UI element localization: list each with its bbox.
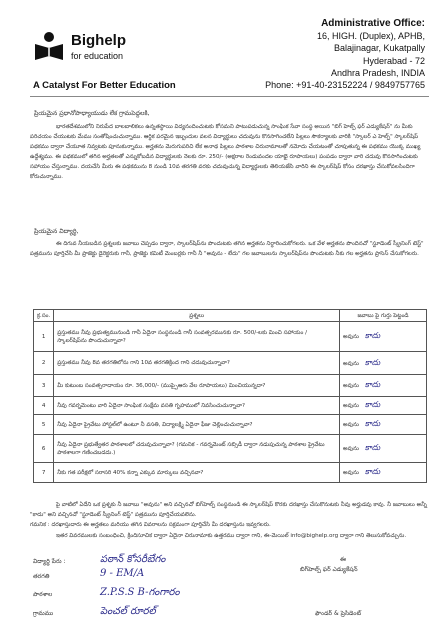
signature-mark: ఈ <box>340 556 346 563</box>
book-logo-icon <box>33 30 65 62</box>
student-name-value[interactable]: పఠాన్ కోసరీబేగం <box>100 554 166 565</box>
salutation-student: ప్రియమైన విద్యార్థి, <box>34 228 79 235</box>
eligibility-table <box>33 309 427 483</box>
question-text: నీవు ఏదైనా ప్రభుత్వేతర పాఠశాలలో చదువుచున్నావా? (గమనిక - గవర్నమెంట్ సబ్సిడీ ద్వారా నడుపుచున్న పాఠశాల ప్రైవేటు పాఠశాలగా గణించబడదు.) <box>54 435 340 463</box>
tagline: A Catalyst For Better Education <box>33 80 176 91</box>
village-label: గ్రామము <box>33 610 54 617</box>
option-yes: అవును <box>343 403 359 409</box>
row-number: 7 <box>34 463 54 483</box>
answer-cell[interactable] <box>340 415 427 435</box>
intro-paragraph: భారతదేశములోని నిరుపేద బాలబాలికలు ఉన్నతస్థాయి విద్యనందించుటకు కోసమని పాటుపడుచున్న సాంఘిక సేవా సంస్థ అయిన "బిగ్ హెల్ప్ ఫర్ ఎడ్యుకేషన్" ను మీకు పరిచయం చేయుటకు మేము సంతోషించుచున్నాము. ఆర్థిక పరమైన ఇబ్బందుల వలన విద్యార్థులు చదువును కొనసాగించలేని పిల్లలు సౌకర్యాలకు వారికి "స్కాలర్ ఎ హెల్ప్" స్కాలర్‌షిప్ పథకము ద్వారా చేయూత నివ్వటకు పూనుకున్నాము. అర్హతను మెరుగుపరిచి లేక అనాథ పిల్లలు పాఠశాల చిరునామాలతో నమోదు చేయటంతో చూపుతున్న ఈ పథకము యొక్క ముఖ్య ఉద్దేశ్యము. ఈ పథకములో తగిన అర్హతలతో ఎన్నుకోబడిన విద్యార్థులకు నెలకు రూ. 250/- (అక్షరాల రెండువందల యాభై రూపాయలు) పంపడం ద్వారా వారి చదువు కొనసాగించుటకు సహాయం చేస్తున్నాము. దయచేసి మీరు ఈ పథకమును 8 నుండి 10వ తరగతి వరకు చదువుచున్న విద్యార్థులకు తెలియజేసి వారిని ఈ స్కాలర్‌షిప్ కోసం దరఖాస్తు చేసుకోవలసిందిగా కోరుచున్నాము. <box>30 124 421 180</box>
option-yes: అవును <box>343 360 359 367</box>
office-address <box>235 18 425 91</box>
class-label: తరగతి <box>33 573 50 580</box>
question-text: నీవు గవర్నమెంటు వారి ఏదైనా సాంఘిక సంక్షేమ వసతి గృహములో నివసించుచున్నావా? <box>54 397 340 415</box>
answer-cell[interactable] <box>340 463 427 483</box>
salutation-headmaster: ప్రియమైన ప్రధానోపాధ్యాయుడు లేక గ్రామపెద్దలకి, <box>34 110 150 117</box>
answer-mark: కాదు <box>364 400 381 409</box>
answer-mark: కాదు <box>364 443 381 452</box>
option-yes: అవును <box>343 383 359 389</box>
instruction-paragraph: ఈ దిగువ నీయబడిన ప్రశ్నలకు జవాబు చెప్పడం ద్వారా, స్కాలర్‌షిప్‌ను పొందుటకు తగిన అర్హతను నిర్ధారించుకోగలరు. ఒక వేళ అర్హతను పొందినచో "స్టూడెంట్ స్క్రీనింగ్ టెస్ట్" పత్రమును పూర్తిచేసి మీ ప్రాజెక్టు డైరెక్టరుకు గానీ, ప్రాజెక్టు కమిటీ మెంబర్లకు గానీ నీ "అవును - లేదు" గల జవాబులను స్కాలర్‌షిప్‌ను పొందుటకు నీకు గల అర్హతను ప్రాసెస్ చేసుకోగలరు. <box>30 241 424 257</box>
option-yes: అవును <box>343 334 359 340</box>
village-value[interactable]: పెంచల్ రూరల్ <box>100 606 156 617</box>
table-header <box>34 310 427 322</box>
brand-name: Bighelp <box>71 32 126 49</box>
bighelp-logo <box>33 30 143 80</box>
option-yes: అవును <box>343 470 359 476</box>
brand-subtitle: for education <box>71 51 124 61</box>
answer-cell[interactable] <box>340 397 427 415</box>
signature-org: బిగ్‌హెల్ప్ ఫర్ ఎడ్యుకేషన్ <box>300 566 358 573</box>
school-label: పాఠశాల <box>33 591 53 598</box>
col-question: ప్రశ్నలు <box>54 310 340 322</box>
row-number: 1 <box>34 322 54 352</box>
office-line: Balajinagar, Kukatpally <box>333 43 425 54</box>
row-number: 5 <box>34 415 54 435</box>
table-row <box>34 397 427 415</box>
school-value[interactable]: Z.P.S.S B-గంగారం <box>100 587 180 598</box>
office-title: Administrative Office: <box>321 18 425 29</box>
question-text: ప్రస్తుతము నీవు 8వ తరగతిలోను గాని 10వ తరగతిక్రింద గాని చదువుచున్నావా? <box>54 352 340 375</box>
row-number: 4 <box>34 397 54 415</box>
eligibility-note: పై వాటిలో ఏదేని ఒక ప్రశ్నకు నీ జవాబు "అవును" అని వచ్చినచో బిగ్‌హెల్ప్ సంస్థనుండి ఈ స్కాలర్‌షిప్ కొరకు దరఖాస్తు చేసుకొనుటకు నీవు అర్హుడవు కావు. నీ జవాబులు అన్నీ "కాదు" అని వచ్చినచో "స్టూడెంట్ స్క్రీనింగ్ టెస్ట్" పత్రమును పూర్తిచేయవలెను. <box>30 502 427 518</box>
table-row <box>34 463 427 483</box>
row-number: 2 <box>34 352 54 375</box>
answer-mark: కాదు <box>364 419 381 428</box>
office-line: Hyderabad - 72 <box>362 55 425 66</box>
answer-mark: కాదు <box>364 331 381 340</box>
question-text: నీకు గత పరీక్షలో సరాసరి 40% కన్నా ఎక్కువ మార్కులు వచ్చినవా? <box>54 463 340 483</box>
contact-note: ఇతర వివరములకు సంబంధించి, క్రిందిసూచిక ద్వారా ఏదైనా చిరునామాకు ఉత్తరము ద్వారా గాని, ఈ-మెయిల్ info@bighelp.org ద్వారా గాని తెలుసుకోవచ్చును. <box>56 533 407 539</box>
table-row <box>34 322 427 352</box>
answer-mark: కాదు <box>364 467 381 476</box>
answer-cell[interactable] <box>340 375 427 397</box>
col-answer: జవాబు పై గుర్తు పెట్టండి <box>340 310 427 322</box>
table-row <box>34 415 427 435</box>
answer-cell[interactable] <box>340 352 427 375</box>
office-line: Andhra Pradesh, INDIA <box>330 67 425 78</box>
class-value[interactable]: 9 - EM/A <box>100 568 145 579</box>
row-number: 3 <box>34 375 54 397</box>
table-row <box>34 435 427 463</box>
option-yes: అవును <box>343 422 359 428</box>
answer-cell[interactable] <box>340 322 427 352</box>
table-row <box>34 375 427 397</box>
student-name-label: విద్యార్థి పేరు : <box>33 558 66 565</box>
submission-note: గమనిక : దరఖాస్తుదారు ఈ అర్హతలు మరియు తగిన వివరాలను సక్రమంగా పూర్తిచేసి మీ దరఖాస్తును ఇవ్వగలరు. <box>30 522 271 528</box>
table-row <box>34 352 427 375</box>
row-number: 6 <box>34 435 54 463</box>
question-text: ప్రస్తుతము నీవు ప్రభుత్వమునుండి గానీ ఏదైనా సంస్థనుండి గానీ సంవత్సరమునకు రూ. 500/-లకు మించి సహాయం / స్కాలర్‌షిప్‌ను పొందుచున్నావా? <box>54 322 340 352</box>
question-text: మీ కుటుంబ సంవత్సరాదాయం రూ. 36,000/- (ముప్పైఆరు వేల రూపాయలు) మించియున్నదా? <box>54 375 340 397</box>
answer-cell[interactable] <box>340 435 427 463</box>
question-text: నీవు ఏదైనా ప్రైవేటు హాస్టల్‌లో ఉంటూ నీ వసతి, విద్యాలక్ష్మి ఏదైనా ఫీజు చెల్లించుచున్నావా? <box>54 415 340 435</box>
answer-mark: కాదు <box>364 357 381 367</box>
signature-title: ఫౌండర్ & ప్రెసిడెంట్ <box>315 610 362 617</box>
option-yes: అవును <box>343 446 359 452</box>
header-divider <box>30 96 429 97</box>
office-line: 16, HIGH. (Duplex), APHB, <box>316 31 425 42</box>
office-phone: Phone: +91-40-23152224 / 9849757765 <box>265 80 425 91</box>
answer-mark: కాదు <box>364 380 381 389</box>
col-serial: క్ర.సం. <box>34 310 54 322</box>
